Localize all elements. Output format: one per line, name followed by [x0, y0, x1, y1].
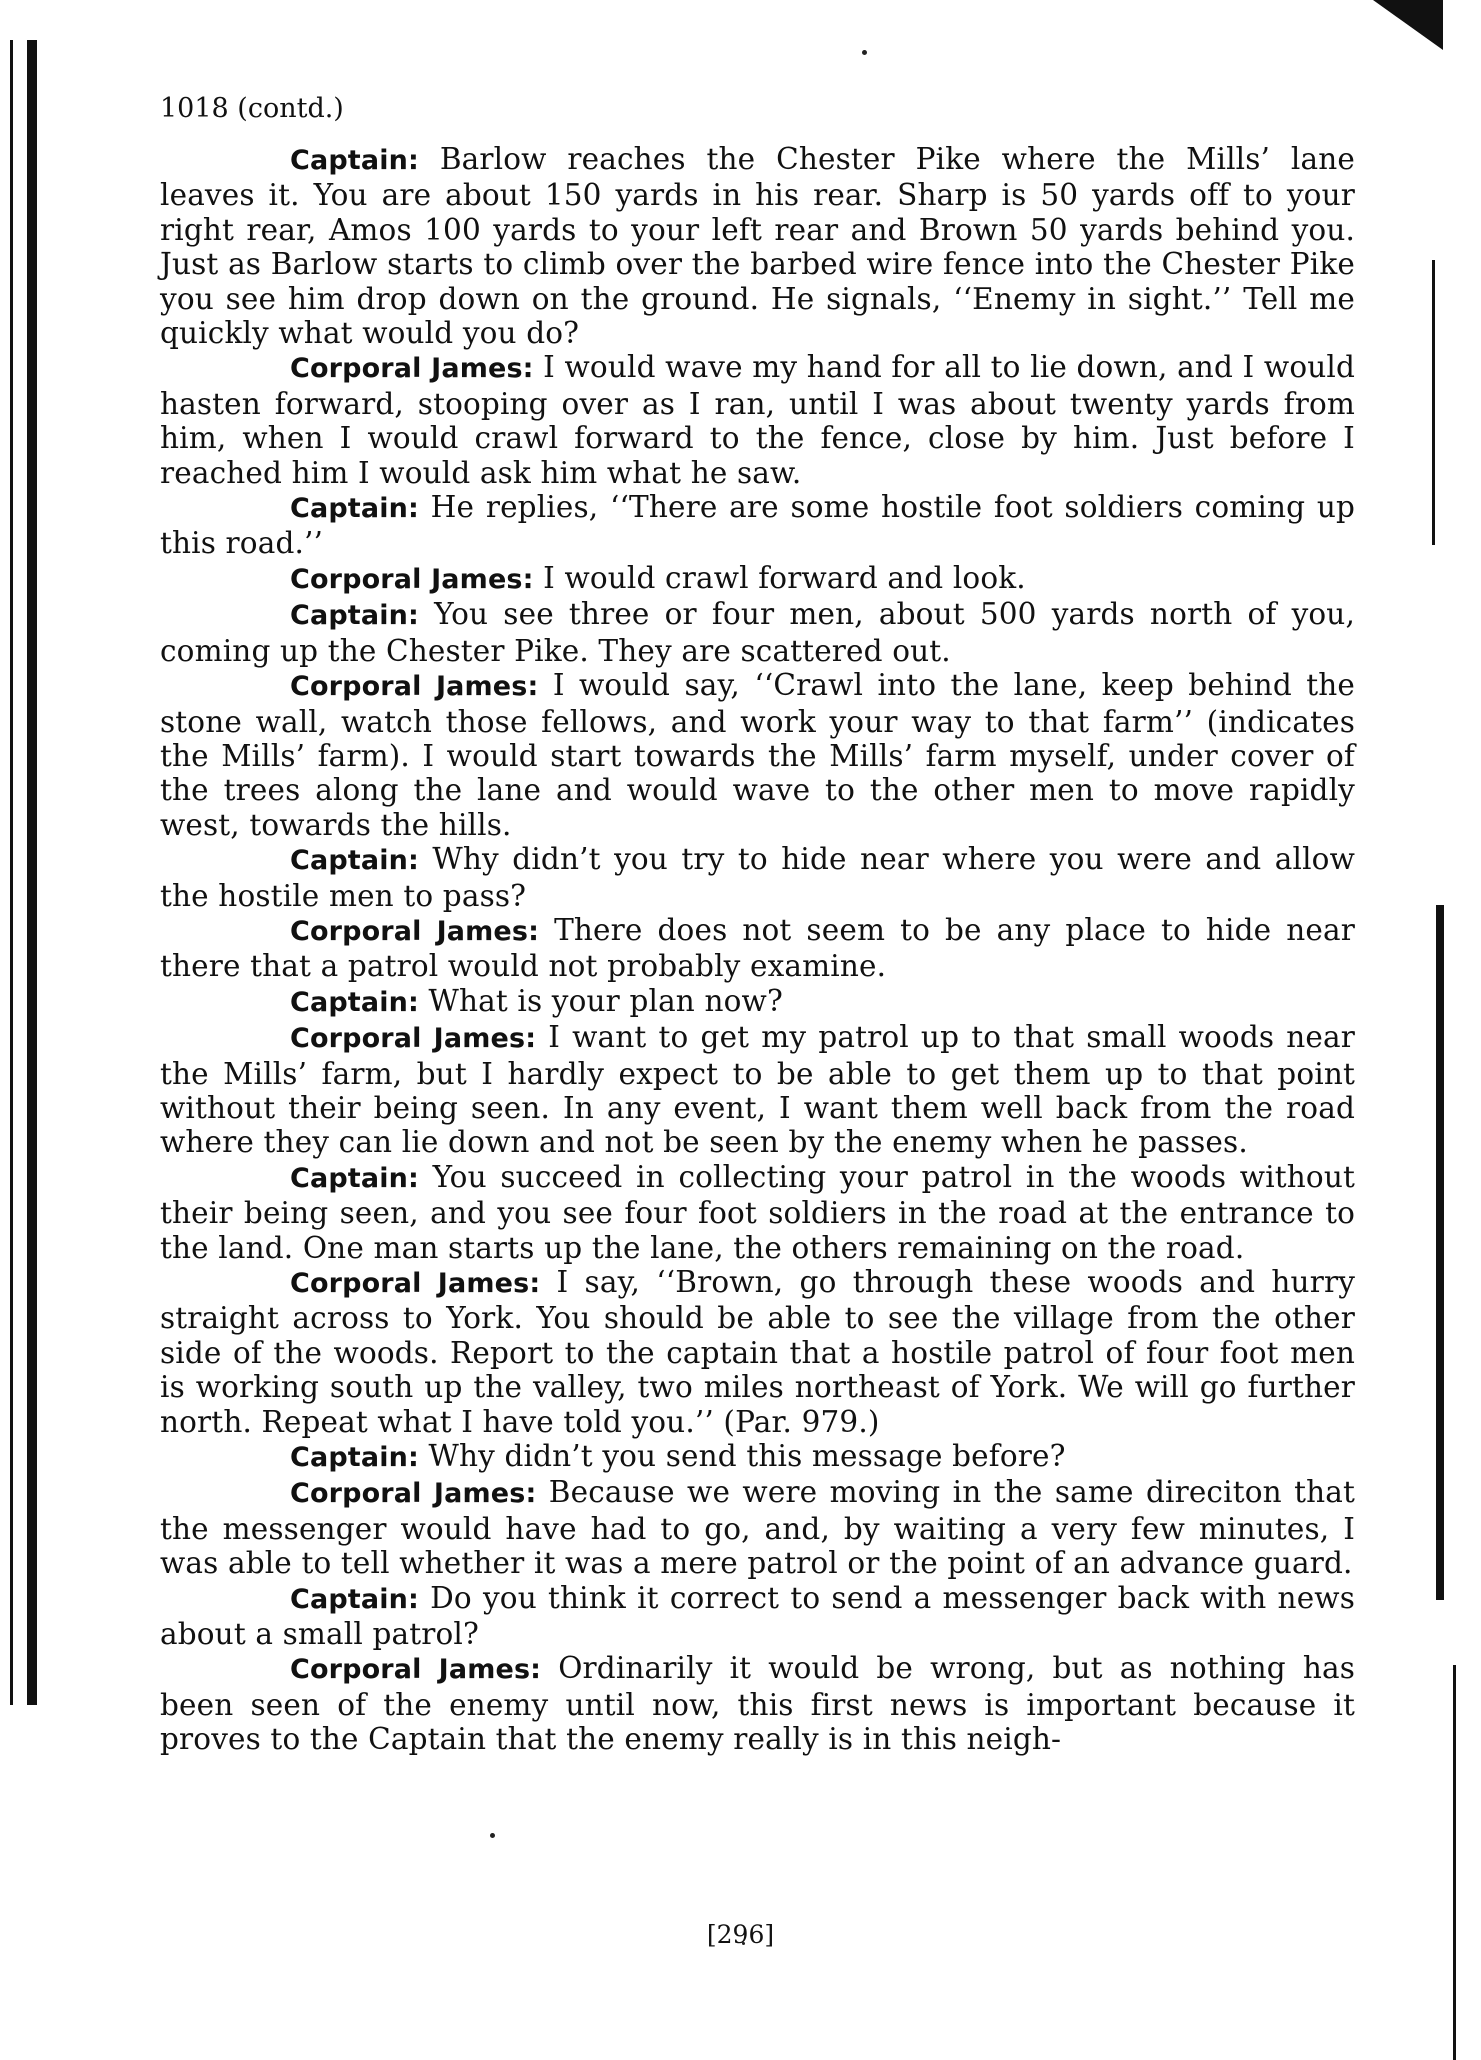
dialogue-text: I say, ‘‘Brown, go through these woods and hurry straight across to York. You should be able to see the village from the other side of the woods. Report to the captain that a hostile patrol of four foot men is working south up the valley, two miles northeast of York. We will go further north. Repeat what I have told you.’’ (Par. 979.): [160, 1265, 1356, 1439]
page-number: [296]: [706, 1920, 775, 1949]
section-heading: 1018 (contd.): [160, 93, 344, 124]
dialogue-text: I would crawl forward and look.: [543, 560, 1026, 595]
speaker-label: Corporal James:: [290, 1478, 537, 1510]
scan-speck: [862, 50, 867, 55]
speaker-label: Captain:: [290, 600, 419, 632]
dialogue-text: I would wave my hand for all to lie down, and I would hasten forward, stooping over as I ran, until I was about twenty yards from him, when I would crawl forward to the fence, close by him. Just before I reached him I would ask him what he saw.: [160, 350, 1355, 490]
dialogue-paragraph: [160, 1651, 1355, 1756]
dialogue-text: Why didn’t you try to hide near where you were and allow the hostile men to pass?: [160, 842, 1355, 913]
dialogue-text: He replies, ‘‘There are some hostile foot soldiers coming up this road.’’: [160, 490, 1355, 561]
dialogue-paragraph: [160, 1265, 1355, 1439]
dialogue-text: I would say, ‘‘Crawl into the lane, keep behind the stone wall, watch those fellows, and work your way to that farm’’ (indicates the Mills’ farm). I would start towards the Mills’ farm myself, under cover of the trees along the lane and would wave to the other men to move rapidly west, towards the hills.: [160, 668, 1355, 842]
dialogue-paragraph: [160, 597, 1355, 668]
speaker-label: Captain:: [290, 1583, 419, 1615]
speaker-label: Corporal James:: [290, 915, 540, 947]
binding-edge-line-thin: [10, 40, 13, 1705]
dialogue-paragraph: [160, 842, 1355, 913]
dialogue-text: You succeed in collecting your patrol in the woods without their being seen, and you see four foot soldiers in the road at the entrance to the land. One man starts up the lane, the others remaining on the road.: [160, 1159, 1355, 1265]
speaker-label: Captain:: [290, 1442, 419, 1474]
speaker-label: Captain:: [290, 986, 419, 1018]
dialogue-paragraph: [160, 350, 1355, 490]
speaker-label: Corporal James:: [290, 1654, 542, 1686]
dialogue-paragraph: [160, 984, 1355, 1020]
speaker-label: Captain:: [290, 493, 419, 525]
dialogue-paragraph: [160, 142, 1355, 350]
speaker-label: Corporal James:: [290, 563, 534, 595]
speaker-label: Corporal James:: [290, 1268, 541, 1299]
dialogue-paragraph: [160, 1020, 1355, 1160]
speaker-label: Corporal James:: [290, 671, 539, 703]
speaker-label: Captain:: [290, 145, 419, 176]
dialogue-paragraph: [160, 913, 1355, 984]
dialogue-paragraph: [160, 1581, 1355, 1652]
dialogue-paragraph: [160, 490, 1355, 561]
scan-speck: [490, 1833, 495, 1838]
dialogue-text: There does not seem to be any place to hide near there that a patrol would not probably examine.: [160, 912, 1356, 984]
dialogue-paragraph: [160, 1160, 1355, 1265]
dialogue-text: Barlow reaches the Chester Pike where the Mills’ lane leaves it. You are about 150 yards in his rear. Sharp is 50 yards off to your right rear, Amos 100 yards to your left rear and Brown 50 yards behind you. Just as Barlow starts to climb over the barbed wire fence into the Chester Pike you see him drop down on the ground. He signals, ‘‘Enemy in sight.’’ Tell me quickly what would you do?: [160, 142, 1355, 351]
speaker-label: Corporal James:: [290, 1023, 537, 1055]
dialogue-text: You see three or four men, about 500 yards north of you, coming up the Chester Pike. They are scattered out.: [160, 597, 1355, 668]
dialogue-text: Why didn’t you send this message before?: [428, 1439, 1066, 1474]
dialogue-paragraph: [160, 668, 1355, 842]
dialogue-text: What is your plan now?: [428, 983, 783, 1018]
speaker-label: Captain:: [290, 1162, 419, 1194]
speaker-label: Captain:: [290, 845, 419, 877]
dialogue-paragraph: [160, 1475, 1355, 1580]
dialogue-text: Do you think it correct to send a messenger back with news about a small patrol?: [160, 1580, 1355, 1652]
dialogue-body: [160, 142, 1355, 1757]
speaker-label: Corporal James:: [290, 353, 534, 385]
dialogue-paragraph: [160, 1439, 1355, 1475]
dialogue-text: Ordinarily it would be wrong, but as nothing has been seen of the enemy until now, this first news is important because it proves to the Captain that the enemy really is in this neigh-: [160, 1651, 1356, 1757]
dialogue-text: Because we were moving in the same direciton that the messenger would have had to go, and, by waiting a very few minutes, I was able to tell whether it was a mere patrol or the point of an advance guard.: [160, 1475, 1356, 1581]
right-margin-mark-lower: [1453, 1665, 1456, 2060]
right-margin-bar: [1436, 905, 1444, 1600]
binding-edge-line: [27, 40, 37, 1705]
dialogue-paragraph: [160, 561, 1355, 597]
right-margin-mark: [1432, 260, 1435, 545]
scan-corner-mark: [1373, 0, 1443, 50]
dialogue-text: I want to get my patrol up to that small woods near the Mills’ farm, but I hardly expect to be able to get them up to that point without their being seen. In any event, I want them well back from the road where they can lie down and not be seen by the enemy when he passes.: [160, 1020, 1356, 1160]
